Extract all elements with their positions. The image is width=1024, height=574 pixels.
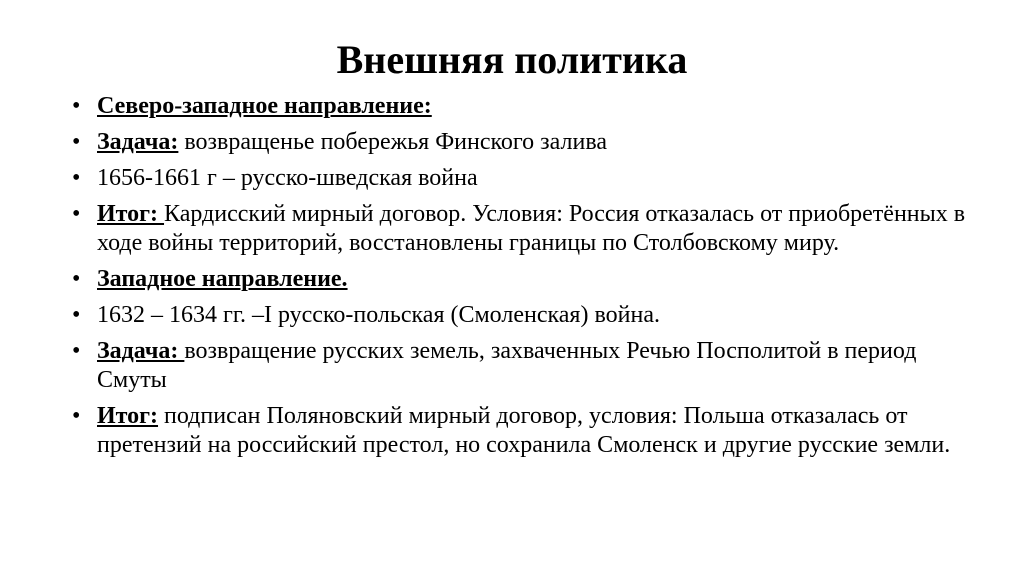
bullet-item-west-result [72, 402, 972, 460]
bullet-text: возвращенье побережья Финского залива [178, 129, 608, 155]
bullet-dot: • [72, 266, 81, 292]
bullet-dot: • [72, 165, 81, 191]
bullet-item-west-task [72, 337, 972, 395]
bullet-item-northwest-direction [72, 92, 972, 121]
bullet-item-northwest-result [72, 200, 972, 258]
bullet-list [72, 92, 972, 467]
bullet-label: Задача: [97, 129, 179, 155]
bullet-item-west-direction [72, 265, 972, 294]
bullet-text: Кардисский мирный договор. Условия: Россия отказалась от приобретённых в ходе войны территорий, восстановлены границы по Столбовскому миру. [97, 201, 966, 256]
bullet-item-polish-war [72, 301, 972, 330]
bullet-label: Итог: [97, 403, 159, 429]
bullet-label: Итог: [97, 201, 165, 227]
bullet-label: Северо-западное направление: [97, 93, 432, 119]
bullet-text: возвращение русских земель, захваченных Речью Посполитой в период Смуты [97, 338, 917, 393]
bullet-text: 1632 – 1634 гг. –I русско-польская (Смоленская) война. [97, 302, 660, 328]
bullet-dot: • [72, 129, 81, 155]
bullet-dot: • [72, 93, 81, 119]
bullet-text: 1656-1661 г – русско-шведская война [97, 165, 478, 191]
bullet-item-swedish-war [72, 164, 972, 193]
bullet-dot: • [72, 302, 81, 328]
slide-title: Внешняя политика [336, 37, 688, 82]
bullet-label: Задача: [97, 338, 185, 364]
bullet-label: Западное направление. [97, 266, 348, 292]
bullet-text: подписан Поляновский мирный договор, условия: Польша отказалась от претензий на российский престол, но сохранила Смоленск и другие русские земли. [97, 403, 951, 458]
bullet-dot: • [72, 403, 81, 429]
bullet-dot: • [72, 201, 81, 227]
bullet-dot: • [72, 338, 81, 364]
bullet-item-northwest-task [72, 128, 972, 157]
